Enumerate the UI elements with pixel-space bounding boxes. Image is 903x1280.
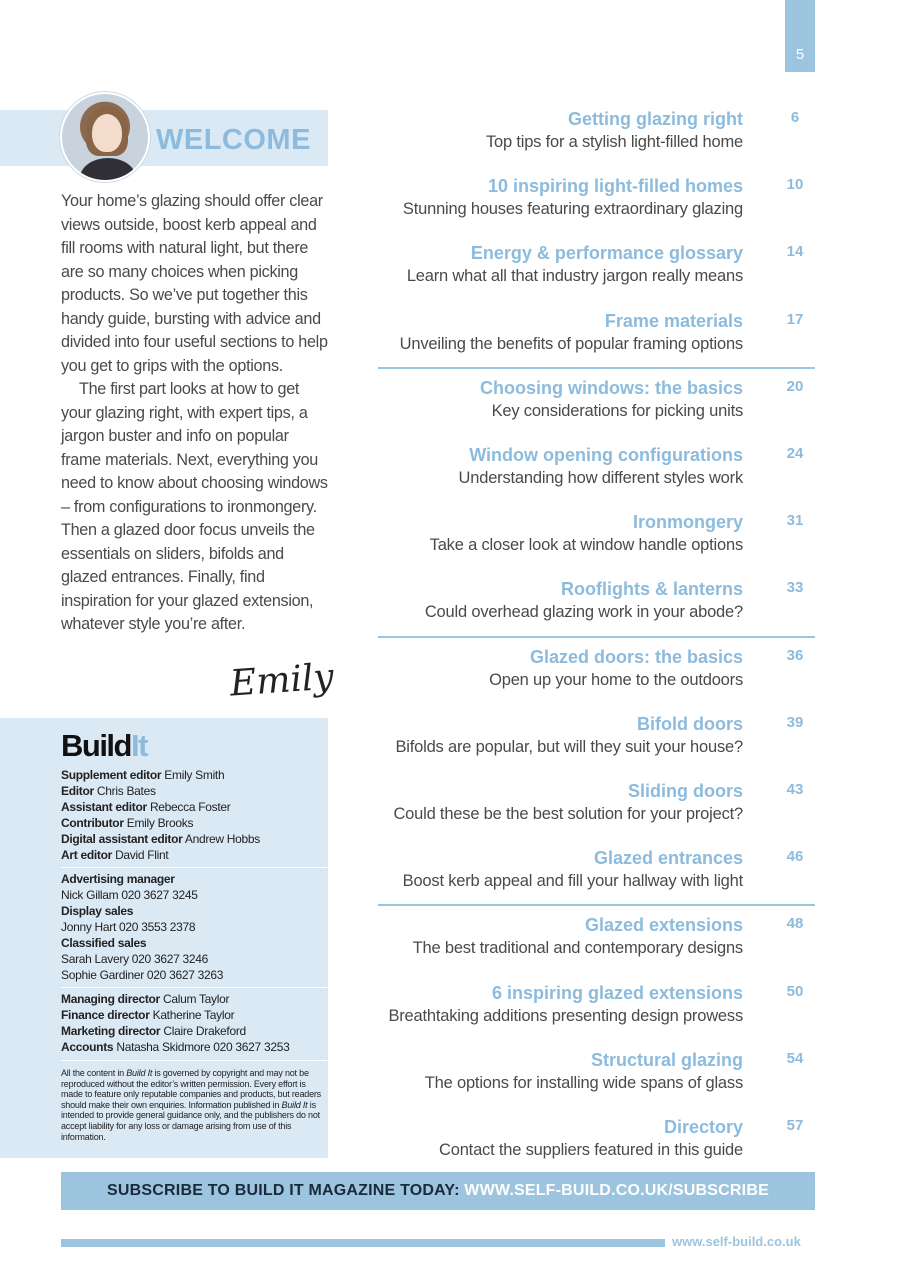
toc-entry-title: Rooflights & lanterns [560,579,743,600]
credit-line: Accounts Natasha Skidmore 020 3627 3253 [61,1040,290,1054]
toc-page-number: 39 [786,713,804,731]
toc-entry-title: Bifold doors [637,713,743,734]
subscribe-banner[interactable] [61,1172,815,1210]
toc-entry-title: 6 inspiring glazed extensions [491,982,743,1003]
toc-entry[interactable] [378,579,815,639]
toc-entry-description: Could overhead glazing work in your abode? [424,603,743,622]
toc-page-number: 31 [786,512,804,530]
credit-line: Nick Gillam 020 3627 3245 [61,888,198,902]
footer-bar [61,1239,665,1247]
page-number: 5 [795,46,805,63]
toc-section-divider [378,904,815,906]
toc-page-number: 6 [790,109,800,126]
toc-entry-title: Ironmongery [632,512,743,533]
toc-page-number: 57 [786,1117,804,1134]
toc-section-divider [378,367,815,369]
credit-line: Digital assistant editor Andrew Hobbs [61,832,260,846]
subscribe-link[interactable]: WWW.SELF-BUILD.CO.UK/SUBSCRIBE [464,1182,769,1199]
divider [61,987,327,988]
toc-entry-description: Bifolds are popular, but will they suit your house? [395,737,743,756]
toc-page-number: 48 [786,915,804,933]
management-credits [61,991,327,1055]
credit-line: Marketing director Claire Drakeford [61,1024,246,1038]
credit-line: Managing director Calum Taylor [61,992,230,1006]
toc-entry-title: Choosing windows: the basics [479,377,743,398]
toc-page-number: 43 [786,781,804,798]
toc-entry-description: Contact the suppliers featured in this guide [439,1141,743,1159]
credit-role: Advertising manager [61,872,175,886]
toc-entry-title: Sliding doors [628,781,743,801]
toc-page-number: 36 [786,646,804,664]
toc-section-divider [378,636,815,638]
editor-avatar [60,92,150,182]
subscribe-lead: SUBSCRIBE TO BUILD IT MAGAZINE TODAY: [107,1182,465,1199]
credit-role: Classified sales [61,936,147,950]
credit-line: Finance director Katherine Taylor [61,1008,235,1022]
credit-role: Display sales [61,904,134,918]
intro-paragraph: The first part looks at how to get your glazing right, with expert tips, a jargon buster and info on popular frame materials. Next, everything you need to know about choosing windows – from configurations to ironmongery. Then a glazed door focus unveils the essentials on sliders, bifolds and glazed entrances. Finally, find inspiration for your glazed extension, whatever style you’re after. [61,380,328,633]
toc-entry-description: Learn what all that industry jargon really means [406,267,743,286]
legal-notice: All the content in Build It is governed by copyright and may not be reproduced without the editor’s written permission. Every effort is made to feature only reputable companies and products, but readers should make their own enquiries. Information published in Build It is intended to provide general guidance only, and the publishers do not accept liability for any loss or damage arising from use of this information. [61,1068,321,1142]
toc-entry-description: The best traditional and contemporary designs [412,939,743,958]
toc-entry-title: Structural glazing [590,1049,743,1070]
toc-entry-description: Unveiling the benefits of popular framing options [399,334,743,353]
toc-entry[interactable] [378,243,815,303]
toc-entry-description: The options for installing wide spans of glass [424,1073,743,1092]
intro-paragraph: Your home’s glazing should offer clear views outside, boost kerb appeal and fill rooms with natural light, but there are so many choices when picking products. So we’ve put together this handy guide, bursting with advice and divided into four useful sections to help you get to grips with the options. [61,192,328,375]
toc-page-number: 14 [786,243,804,261]
credit-line: Art editor David Flint [61,848,169,862]
welcome-intro [61,190,329,637]
page-number-tab [785,0,815,72]
toc-entry-title: Getting glazing right [568,109,743,129]
toc-entry-description: Top tips for a stylish light-filled home [485,133,743,151]
toc-entry[interactable] [378,176,815,236]
toc-page-number: 20 [786,377,804,395]
toc-entry-title: Directory [663,1117,743,1137]
toc-entry[interactable] [378,109,815,169]
toc-entry-title: Frame materials [604,310,743,331]
divider [61,1060,327,1061]
toc-entry-description: Open up your home to the outdoors [489,670,743,689]
credit-line: Assistant editor Rebecca Foster [61,800,231,814]
toc-entry-title: Window opening configurations [469,445,743,465]
toc-entry[interactable] [378,445,815,505]
toc-entry-title: Energy & performance glossary [470,243,743,264]
toc-page-number: 24 [786,445,804,462]
toc-entry-description: Could these be the best solution for your project? [393,805,743,823]
toc-entry-title: 10 inspiring light-filled homes [487,176,743,197]
footer-url[interactable]: www.self-build.co.uk [672,1234,801,1249]
welcome-heading: WELCOME [156,124,311,156]
credit-line: Sarah Lavery 020 3627 3246 [61,952,208,966]
toc-page-number: 10 [786,176,804,194]
toc-entry-description: Breathtaking additions presenting design prowess [388,1006,743,1025]
staff-credits [61,767,327,863]
toc-page-number: 33 [786,579,804,597]
toc-entry[interactable] [378,781,815,841]
toc-page-number: 54 [786,1049,804,1067]
toc-entry-description: Boost kerb appeal and fill your hallway with light [402,872,743,891]
toc-entry[interactable] [378,848,815,908]
toc-entry[interactable] [378,1117,815,1177]
editor-signature: Emily [228,656,336,705]
sales-credits [61,871,327,983]
toc-entry-description: Stunning houses featuring extraordinary glazing [402,200,743,219]
toc-entry-description: Take a closer look at window handle options [429,536,743,555]
credit-line: Supplement editor Emily Smith [61,768,225,782]
credit-line: Sophie Gardiner 020 3627 3263 [61,968,224,982]
credit-line: Jonny Hart 020 3553 2378 [61,920,196,934]
toc-entry-title: Glazed entrances [593,848,743,869]
toc-page-number: 50 [786,982,804,1000]
toc-entry-title: Glazed doors: the basics [529,646,743,667]
toc-entry[interactable] [378,1050,815,1110]
toc-entry-title: Glazed extensions [584,915,743,936]
credit-line: Contributor Emily Brooks [61,816,194,830]
toc-entry[interactable] [378,512,815,572]
toc-page-number: 46 [786,848,804,866]
toc-entry[interactable] [378,915,815,975]
toc-entry[interactable] [378,378,815,438]
divider [61,867,327,868]
toc-entry[interactable] [378,311,815,371]
toc-entry[interactable] [378,647,815,707]
build-it-logo: BuildIt [61,728,147,763]
credit-line: Editor Chris Bates [61,784,156,798]
toc-entry-description: Understanding how different styles work [458,469,743,487]
toc-entry[interactable] [378,714,815,774]
toc-page-number: 17 [786,310,804,328]
toc-entry-description: Key considerations for picking units [491,401,743,420]
toc-entry[interactable] [378,983,815,1043]
